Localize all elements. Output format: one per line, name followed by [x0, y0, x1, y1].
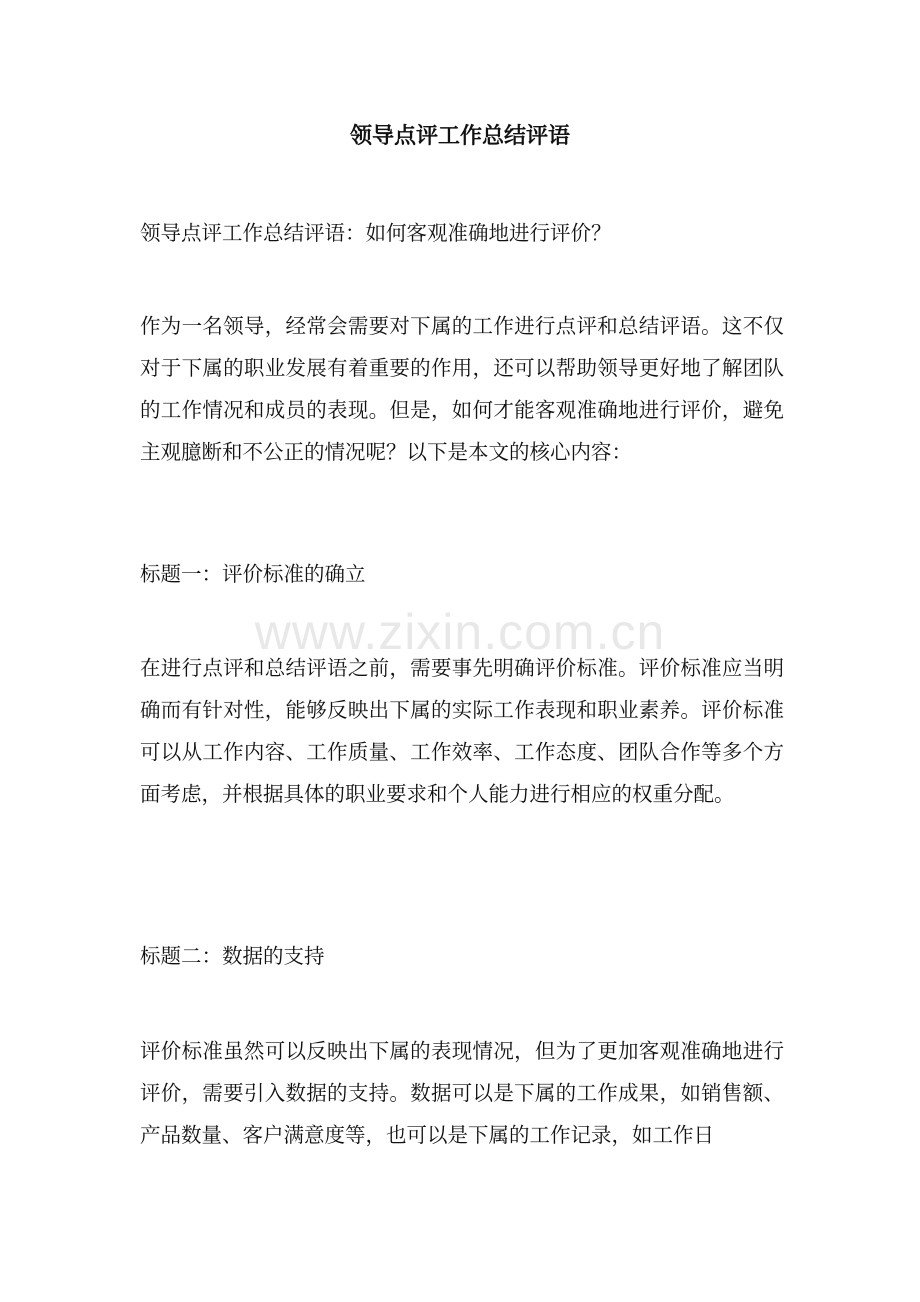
section-heading-1: 标题一：评价标准的确立 — [140, 562, 366, 586]
section-body-2: 评价标准虽然可以反映出下属的表现情况，但为了更加客观准确地进行评价，需要引入数据的支持。数据可以是下属的工作成果，如销售额、产品数量、客户满意度等，也可以是下属的工作记录，如工作日 — [140, 1039, 784, 1147]
section-body-1: 在进行点评和总结评语之前，需要事先明确评价标准。评价标准应当明确而有针对性，能够反映出下属的实际工作表现和职业素养。评价标准可以从工作内容、工作质量、工作效率、工作态度、团队合作等多个方面考虑，并根据具体的职业要求和个人能力进行相应的权重分配。 — [140, 656, 784, 806]
intro-paragraph: 作为一名领导，经常会需要对下属的工作进行点评和总结评语。这不仅对于下属的职业发展有着重要的作用，还可以帮助领导更好地了解团队的工作情况和成员的表现。但是，如何才能客观准确地进行评价，避免主观臆断和不公正的情况呢？以下是本文的核心内容： — [140, 314, 784, 464]
watermark: www.zixin.com.cn — [254, 604, 666, 660]
document-title: 领导点评工作总结评语 — [349, 123, 570, 149]
document-subtitle: 领导点评工作总结评语：如何客观准确地进行评价？ — [140, 221, 612, 245]
section-heading-2: 标题二：数据的支持 — [140, 944, 325, 968]
